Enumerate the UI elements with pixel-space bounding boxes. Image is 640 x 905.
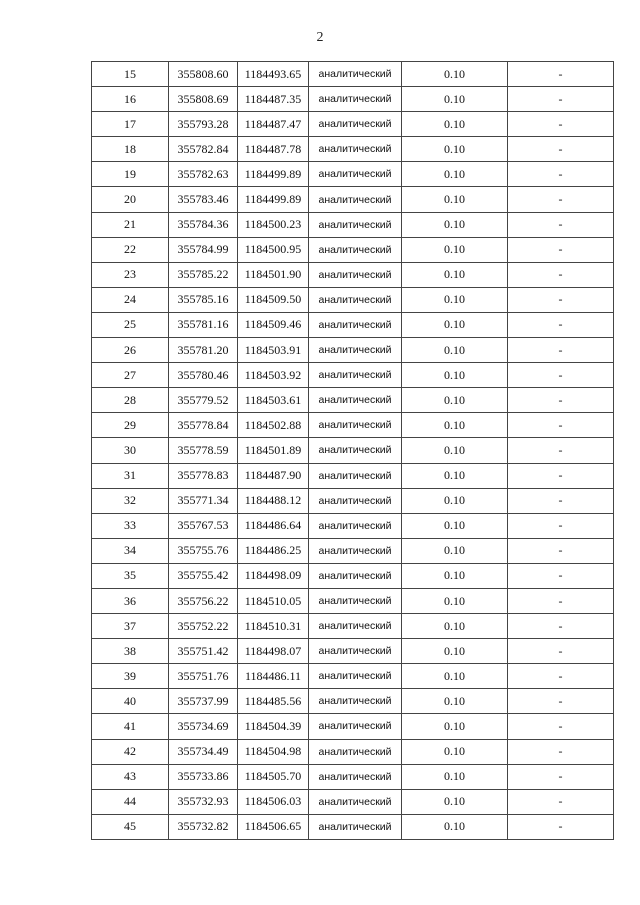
point-number-cell: 24 (92, 287, 169, 312)
point-number-cell: 19 (92, 162, 169, 187)
note-cell: - (508, 287, 614, 312)
method-cell: аналитический (309, 413, 402, 438)
note-cell: - (508, 212, 614, 237)
note-cell: - (508, 463, 614, 488)
point-number-cell: 30 (92, 438, 169, 463)
y-coordinate-cell: 1184509.46 (238, 312, 309, 337)
method-cell: аналитический (309, 338, 402, 363)
method-cell: аналитический (309, 814, 402, 839)
table-row (92, 739, 614, 764)
coordinates-table-body (92, 62, 614, 840)
point-number-cell: 35 (92, 563, 169, 588)
method-cell: аналитический (309, 237, 402, 262)
y-coordinate-cell: 1184501.89 (238, 438, 309, 463)
method-cell: аналитический (309, 438, 402, 463)
table-row (92, 87, 614, 112)
table-row (92, 814, 614, 839)
table-row (92, 689, 614, 714)
table-row (92, 764, 614, 789)
table-row (92, 639, 614, 664)
note-cell: - (508, 87, 614, 112)
point-number-cell: 29 (92, 413, 169, 438)
y-coordinate-cell: 1184506.03 (238, 789, 309, 814)
method-cell: аналитический (309, 363, 402, 388)
y-coordinate-cell: 1184486.25 (238, 538, 309, 563)
table-row (92, 312, 614, 337)
x-coordinate-cell: 355793.28 (169, 112, 238, 137)
point-number-cell: 25 (92, 312, 169, 337)
table-row (92, 789, 614, 814)
y-coordinate-cell: 1184503.92 (238, 363, 309, 388)
table-row (92, 338, 614, 363)
point-number-cell: 34 (92, 538, 169, 563)
point-number-cell: 20 (92, 187, 169, 212)
y-coordinate-cell: 1184505.70 (238, 764, 309, 789)
table-row (92, 463, 614, 488)
method-cell: аналитический (309, 87, 402, 112)
point-number-cell: 28 (92, 388, 169, 413)
accuracy-cell: 0.10 (402, 87, 508, 112)
method-cell: аналитический (309, 212, 402, 237)
accuracy-cell: 0.10 (402, 689, 508, 714)
y-coordinate-cell: 1184500.23 (238, 212, 309, 237)
x-coordinate-cell: 355755.42 (169, 563, 238, 588)
x-coordinate-cell: 355752.22 (169, 614, 238, 639)
x-coordinate-cell: 355808.69 (169, 87, 238, 112)
x-coordinate-cell: 355734.49 (169, 739, 238, 764)
x-coordinate-cell: 355751.76 (169, 664, 238, 689)
note-cell: - (508, 338, 614, 363)
method-cell: аналитический (309, 137, 402, 162)
method-cell: аналитический (309, 689, 402, 714)
method-cell: аналитический (309, 714, 402, 739)
table-row (92, 262, 614, 287)
x-coordinate-cell: 355737.99 (169, 689, 238, 714)
page-number: 2 (316, 30, 324, 45)
y-coordinate-cell: 1184510.05 (238, 588, 309, 613)
note-cell: - (508, 789, 614, 814)
point-number-cell: 43 (92, 764, 169, 789)
y-coordinate-cell: 1184503.61 (238, 388, 309, 413)
accuracy-cell: 0.10 (402, 664, 508, 689)
table-row (92, 664, 614, 689)
method-cell: аналитический (309, 463, 402, 488)
accuracy-cell: 0.10 (402, 614, 508, 639)
point-number-cell: 36 (92, 588, 169, 613)
note-cell: - (508, 62, 614, 87)
note-cell: - (508, 513, 614, 538)
y-coordinate-cell: 1184501.90 (238, 262, 309, 287)
y-coordinate-cell: 1184502.88 (238, 413, 309, 438)
accuracy-cell: 0.10 (402, 814, 508, 839)
point-number-cell: 45 (92, 814, 169, 839)
point-number-cell: 18 (92, 137, 169, 162)
method-cell: аналитический (309, 764, 402, 789)
accuracy-cell: 0.10 (402, 287, 508, 312)
x-coordinate-cell: 355784.99 (169, 237, 238, 262)
y-coordinate-cell: 1184503.91 (238, 338, 309, 363)
note-cell: - (508, 312, 614, 337)
note-cell: - (508, 614, 614, 639)
method-cell: аналитический (309, 639, 402, 664)
y-coordinate-cell: 1184506.65 (238, 814, 309, 839)
x-coordinate-cell: 355733.86 (169, 764, 238, 789)
method-cell: аналитический (309, 287, 402, 312)
note-cell: - (508, 438, 614, 463)
note-cell: - (508, 664, 614, 689)
note-cell: - (508, 137, 614, 162)
note-cell: - (508, 237, 614, 262)
point-number-cell: 39 (92, 664, 169, 689)
y-coordinate-cell: 1184493.65 (238, 62, 309, 87)
note-cell: - (508, 739, 614, 764)
note-cell: - (508, 639, 614, 664)
table-row (92, 513, 614, 538)
note-cell: - (508, 714, 614, 739)
note-cell: - (508, 814, 614, 839)
method-cell: аналитический (309, 312, 402, 337)
method-cell: аналитический (309, 739, 402, 764)
y-coordinate-cell: 1184487.47 (238, 112, 309, 137)
accuracy-cell: 0.10 (402, 388, 508, 413)
accuracy-cell: 0.10 (402, 262, 508, 287)
coordinates-table (91, 61, 614, 840)
x-coordinate-cell: 355778.59 (169, 438, 238, 463)
note-cell: - (508, 488, 614, 513)
table-row (92, 187, 614, 212)
point-number-cell: 31 (92, 463, 169, 488)
table-row (92, 363, 614, 388)
note-cell: - (508, 112, 614, 137)
note-cell: - (508, 689, 614, 714)
x-coordinate-cell: 355780.46 (169, 363, 238, 388)
method-cell: аналитический (309, 262, 402, 287)
x-coordinate-cell: 355771.34 (169, 488, 238, 513)
accuracy-cell: 0.10 (402, 438, 508, 463)
accuracy-cell: 0.10 (402, 639, 508, 664)
x-coordinate-cell: 355784.36 (169, 212, 238, 237)
accuracy-cell: 0.10 (402, 312, 508, 337)
x-coordinate-cell: 355734.69 (169, 714, 238, 739)
accuracy-cell: 0.10 (402, 739, 508, 764)
y-coordinate-cell: 1184486.11 (238, 664, 309, 689)
accuracy-cell: 0.10 (402, 413, 508, 438)
method-cell: аналитический (309, 614, 402, 639)
table-row (92, 614, 614, 639)
method-cell: аналитический (309, 538, 402, 563)
accuracy-cell: 0.10 (402, 513, 508, 538)
y-coordinate-cell: 1184499.89 (238, 162, 309, 187)
note-cell: - (508, 363, 614, 388)
point-number-cell: 17 (92, 112, 169, 137)
table-row (92, 538, 614, 563)
method-cell: аналитический (309, 488, 402, 513)
table-row (92, 237, 614, 262)
y-coordinate-cell: 1184510.31 (238, 614, 309, 639)
x-coordinate-cell: 355781.16 (169, 312, 238, 337)
method-cell: аналитический (309, 563, 402, 588)
x-coordinate-cell: 355767.53 (169, 513, 238, 538)
point-number-cell: 44 (92, 789, 169, 814)
accuracy-cell: 0.10 (402, 714, 508, 739)
y-coordinate-cell: 1184498.07 (238, 639, 309, 664)
accuracy-cell: 0.10 (402, 187, 508, 212)
accuracy-cell: 0.10 (402, 363, 508, 388)
accuracy-cell: 0.10 (402, 212, 508, 237)
x-coordinate-cell: 355778.84 (169, 413, 238, 438)
x-coordinate-cell: 355782.84 (169, 137, 238, 162)
method-cell: аналитический (309, 112, 402, 137)
accuracy-cell: 0.10 (402, 338, 508, 363)
table-row (92, 212, 614, 237)
accuracy-cell: 0.10 (402, 237, 508, 262)
x-coordinate-cell: 355756.22 (169, 588, 238, 613)
x-coordinate-cell: 355782.63 (169, 162, 238, 187)
table-row (92, 488, 614, 513)
method-cell: аналитический (309, 664, 402, 689)
y-coordinate-cell: 1184487.35 (238, 87, 309, 112)
note-cell: - (508, 764, 614, 789)
accuracy-cell: 0.10 (402, 162, 508, 187)
table-row (92, 413, 614, 438)
accuracy-cell: 0.10 (402, 62, 508, 87)
note-cell: - (508, 538, 614, 563)
note-cell: - (508, 187, 614, 212)
x-coordinate-cell: 355808.60 (169, 62, 238, 87)
table-row (92, 588, 614, 613)
y-coordinate-cell: 1184504.39 (238, 714, 309, 739)
point-number-cell: 21 (92, 212, 169, 237)
x-coordinate-cell: 355732.93 (169, 789, 238, 814)
y-coordinate-cell: 1184488.12 (238, 488, 309, 513)
point-number-cell: 23 (92, 262, 169, 287)
note-cell: - (508, 563, 614, 588)
method-cell: аналитический (309, 162, 402, 187)
x-coordinate-cell: 355779.52 (169, 388, 238, 413)
x-coordinate-cell: 355785.22 (169, 262, 238, 287)
accuracy-cell: 0.10 (402, 563, 508, 588)
point-number-cell: 26 (92, 338, 169, 363)
table-row (92, 287, 614, 312)
note-cell: - (508, 162, 614, 187)
table-row (92, 388, 614, 413)
y-coordinate-cell: 1184486.64 (238, 513, 309, 538)
x-coordinate-cell: 355778.83 (169, 463, 238, 488)
accuracy-cell: 0.10 (402, 463, 508, 488)
point-number-cell: 42 (92, 739, 169, 764)
point-number-cell: 27 (92, 363, 169, 388)
table-row (92, 162, 614, 187)
note-cell: - (508, 413, 614, 438)
x-coordinate-cell: 355751.42 (169, 639, 238, 664)
method-cell: аналитический (309, 513, 402, 538)
accuracy-cell: 0.10 (402, 588, 508, 613)
note-cell: - (508, 388, 614, 413)
point-number-cell: 33 (92, 513, 169, 538)
point-number-cell: 32 (92, 488, 169, 513)
x-coordinate-cell: 355785.16 (169, 287, 238, 312)
point-number-cell: 22 (92, 237, 169, 262)
table-row (92, 112, 614, 137)
point-number-cell: 40 (92, 689, 169, 714)
note-cell: - (508, 262, 614, 287)
y-coordinate-cell: 1184504.98 (238, 739, 309, 764)
method-cell: аналитический (309, 187, 402, 212)
x-coordinate-cell: 355755.76 (169, 538, 238, 563)
point-number-cell: 37 (92, 614, 169, 639)
note-cell: - (508, 588, 614, 613)
accuracy-cell: 0.10 (402, 488, 508, 513)
y-coordinate-cell: 1184485.56 (238, 689, 309, 714)
method-cell: аналитический (309, 388, 402, 413)
accuracy-cell: 0.10 (402, 789, 508, 814)
y-coordinate-cell: 1184499.89 (238, 187, 309, 212)
point-number-cell: 38 (92, 639, 169, 664)
table-row (92, 137, 614, 162)
x-coordinate-cell: 355732.82 (169, 814, 238, 839)
method-cell: аналитический (309, 588, 402, 613)
method-cell: аналитический (309, 789, 402, 814)
point-number-cell: 15 (92, 62, 169, 87)
y-coordinate-cell: 1184487.78 (238, 137, 309, 162)
accuracy-cell: 0.10 (402, 112, 508, 137)
method-cell: аналитический (309, 62, 402, 87)
x-coordinate-cell: 355781.20 (169, 338, 238, 363)
y-coordinate-cell: 1184509.50 (238, 287, 309, 312)
accuracy-cell: 0.10 (402, 764, 508, 789)
table-row (92, 714, 614, 739)
point-number-cell: 41 (92, 714, 169, 739)
x-coordinate-cell: 355783.46 (169, 187, 238, 212)
y-coordinate-cell: 1184498.09 (238, 563, 309, 588)
table-row (92, 62, 614, 87)
y-coordinate-cell: 1184500.95 (238, 237, 309, 262)
point-number-cell: 16 (92, 87, 169, 112)
y-coordinate-cell: 1184487.90 (238, 463, 309, 488)
accuracy-cell: 0.10 (402, 137, 508, 162)
table-row (92, 563, 614, 588)
table-row (92, 438, 614, 463)
accuracy-cell: 0.10 (402, 538, 508, 563)
